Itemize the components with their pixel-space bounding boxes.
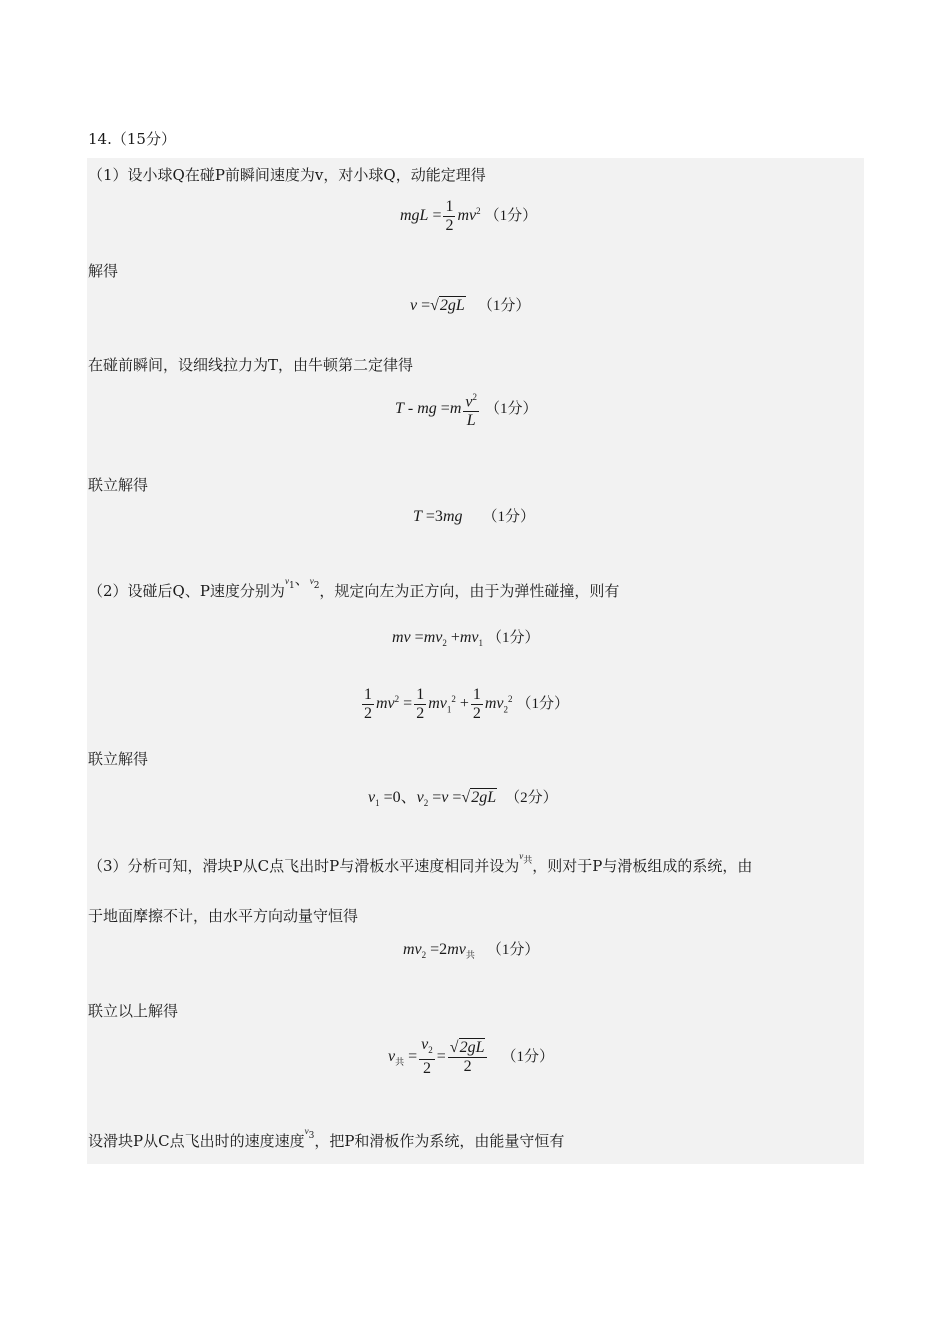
part3-intro: （3）分析可知，滑块P从C点飞出时P与滑板水平速度相同并设为$v_共$，则对于P与滑板组成的系统，由 <box>88 855 752 878</box>
part3-intro-cont: 于地面摩擦不计，由水平方向动量守恒得 <box>88 907 359 925</box>
eq8-score: （1分） <box>486 942 540 958</box>
equation-tension-result: T =3mg （1分） <box>413 508 536 525</box>
solve-label-1: 解得 <box>88 262 119 280</box>
eq5-score: （1分） <box>487 630 540 646</box>
part2-intro: （2）设碰后Q、P速度分别为$v_1$、$v_2$，规定向左为正方向，由于为弹性碰撞，则有 <box>88 570 620 600</box>
part3-energy-text: 设滑块P从C点飞出时的速度速度$v_3$，把P和滑板作为系统，由能量守恒有 <box>88 1130 564 1153</box>
solve-label-2: 联立解得 <box>88 476 149 494</box>
equation-tension: T - mg =m $\frac{v^2}{L}$ （1分） <box>395 388 538 430</box>
equation-common-velocity: $v_共$ = $\frac{v_2}{2}$ = $\frac{√2gL}{2}$ （1分） <box>388 1036 554 1078</box>
question-header: 14.（15分） <box>88 130 176 148</box>
equation-momentum: mv $=mv_2 +mv_1$ （1分） <box>392 629 540 649</box>
equation-horizontal-momentum: $mv_2 =2mv_共$ （1分） <box>403 941 540 961</box>
equation-energy: $\frac{1}{2}$ $mv^2$ = $\frac{1}{2}$ $mv_1^2$ + $\frac{1}{2}$ $mv_2^2$ （1分） <box>364 686 570 722</box>
eq3-score: （1分） <box>485 400 538 417</box>
eq9-score: （1分） <box>501 1048 554 1065</box>
eq1-score: （1分） <box>484 208 538 225</box>
v3-symbol: $v_3$ <box>304 1126 315 1141</box>
v-common-symbol: $v_共$ <box>519 851 533 866</box>
eq2-score: （1分） <box>477 298 531 314</box>
equation-velocities-result: $v_1 =0$、$v_2 =v =√2gL$ （2分） <box>368 789 558 809</box>
equation-kinetic-energy: mgL = $\frac{1}{2}$ $mv^2$ （1分） <box>400 198 538 234</box>
eq4-score: （1分） <box>482 509 536 525</box>
equation-velocity: v =√2gL （1分） <box>410 297 531 314</box>
v1-v2-symbols: $v_1$、$v_2$ <box>284 570 320 591</box>
eq7-score: （2分） <box>505 790 558 806</box>
solve-label-3: 联立解得 <box>88 750 149 768</box>
eq6-score: （1分） <box>516 696 570 713</box>
part1-intro: （1）设小球Q在碰P前瞬间速度为v，对小球Q，动能定理得 <box>88 166 486 184</box>
part1-text-newton: 在碰前瞬间，设细线拉力为T，由牛顿第二定律得 <box>88 356 414 374</box>
solve-label-4: 联立以上解得 <box>88 1002 179 1020</box>
